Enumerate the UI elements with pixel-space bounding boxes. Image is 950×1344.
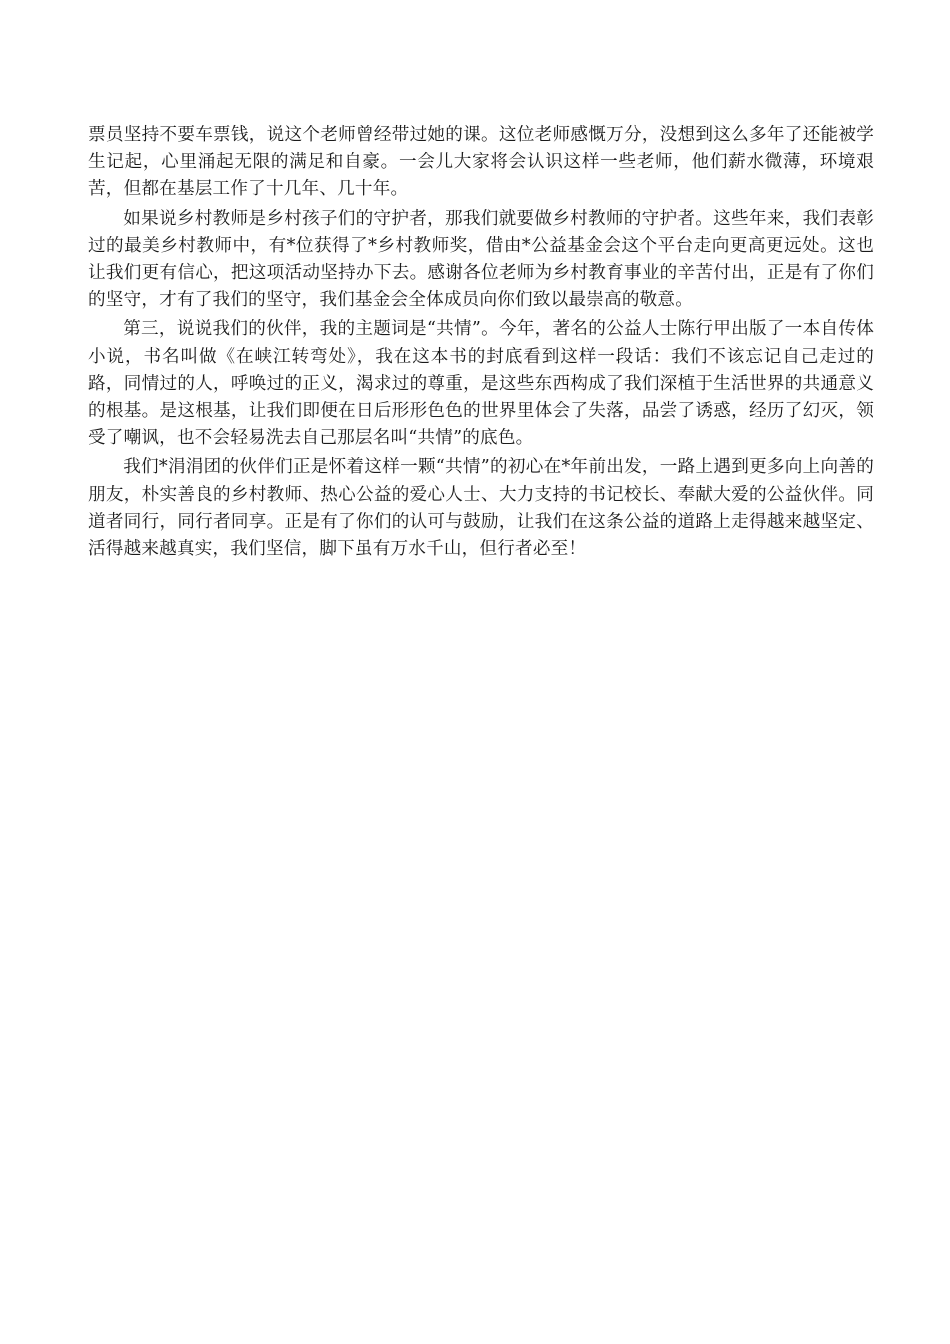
document-body (88, 122, 874, 565)
paragraph-4: 我们*涓涓团的伙伴们正是怀着这样一颗“共情”的初心在*年前出发，一路上遇到更多向上向善的朋友，朴实善良的乡村教师、热心公益的爱心人士、大力支持的书记校长、奉献大爱的公益伙伴。同道者同行，同行者同享。正是有了你们的认可与鼓励，让我们在这条公益的道路上走得越来越坚定、活得越来越真实，我们坚信，脚下虽有万水千山，但行者必至！ (88, 457, 874, 560)
paragraph-3: 第三，说说我们的伙伴，我的主题词是“共情”。今年，著名的公益人士陈行甲出版了一本自传体小说，书名叫做《在峡江转弯处》，我在这本书的封底看到这样一段话：我们不该忘记自己走过的路，同情过的人，呼唤过的正义，渴求过的尊重，是这些东西构成了我们深植于生活世界的共通意义的根基。是这根基，让我们即便在日后形形色色的世界里体会了失落，品尝了诱惑，经历了幻灭，领受了嘲讽，也不会轻易洗去自己那层名叫“共情”的底色。 (88, 319, 874, 449)
paragraph-2: 如果说乡村教师是乡村孩子们的守护者，那我们就要做乡村教师的守护者。这些年来，我们表彰过的最美乡村教师中，有*位获得了*乡村教师奖，借由*公益基金会这个平台走向更高更远处。这也让我们更有信心，把这项活动坚持办下去。感谢各位老师为乡村教育事业的辛苦付出，正是有了你们的坚守，才有了我们的坚守，我们基金会全体成员向你们致以最崇高的敬意。 (88, 208, 874, 311)
paragraph-1: 票员坚持不要车票钱，说这个老师曾经带过她的课。这位老师感慨万分，没想到这么多年了还能被学生记起，心里涌起无限的满足和自豪。一会儿大家将会认识这样一些老师，他们薪水微薄，环境艰苦，但都在基层工作了十几年、几十年。 (88, 125, 874, 200)
